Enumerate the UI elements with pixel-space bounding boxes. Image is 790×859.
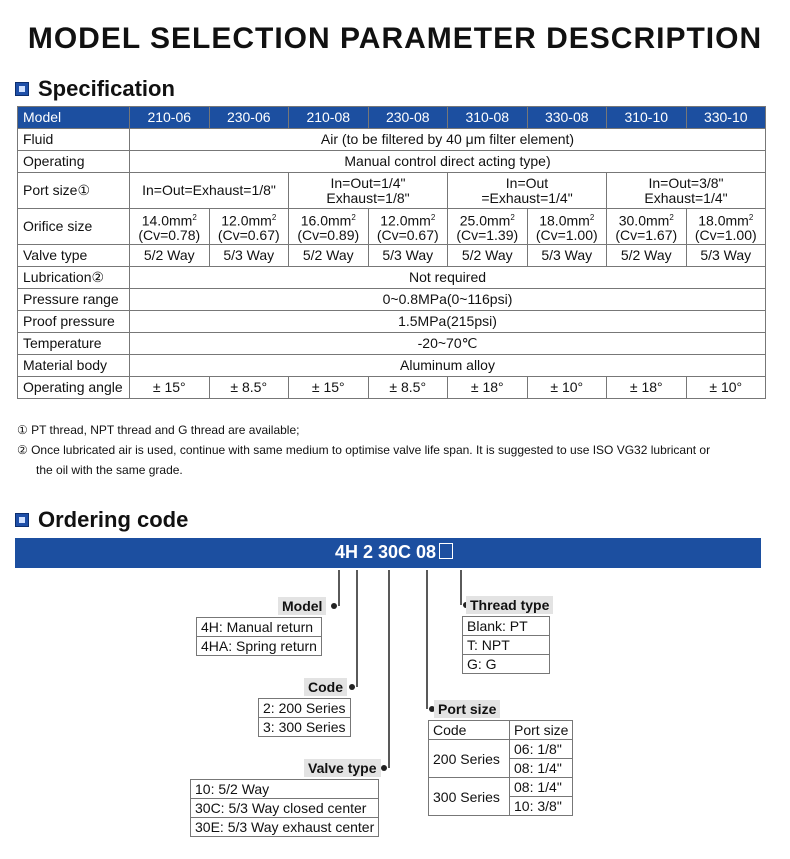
table-cell: In=Out=1/4" Exhaust=1/8" xyxy=(289,173,448,209)
code-group-title: Code xyxy=(304,678,347,696)
table-cell: 5/3 Way xyxy=(527,245,607,267)
header-cell: 330-10 xyxy=(686,107,766,129)
superscript: 2 xyxy=(510,212,515,222)
superscript: 2 xyxy=(271,212,277,222)
superscript: 2 xyxy=(589,212,595,222)
header-cell: Model xyxy=(18,107,130,129)
orifice-area: 14.0mm xyxy=(141,212,193,229)
table-cell: T: NPT xyxy=(463,636,550,655)
header-cell: 310-08 xyxy=(448,107,528,129)
table-cell: 30C: 5/3 Way closed center xyxy=(191,799,379,818)
superscript: 2 xyxy=(192,212,197,222)
table-cell: ± 18° xyxy=(607,377,687,399)
port-size-group-title: Port size xyxy=(434,700,500,718)
superscript: 2 xyxy=(351,212,356,222)
header-cell: 330-08 xyxy=(527,107,607,129)
row-label: Operating angle xyxy=(18,377,130,399)
table-cell: ± 15° xyxy=(289,377,369,399)
superscript: 2 xyxy=(430,212,436,222)
table-cell: 3: 300 Series xyxy=(259,718,351,737)
row-label: Fluid xyxy=(18,129,130,151)
table-cell: 5/2 Way xyxy=(607,245,687,267)
table-cell: 2: 200 Series xyxy=(259,699,351,718)
table-cell: ± 15° xyxy=(130,377,210,399)
orifice-cv: (Cv=0.78) xyxy=(138,227,201,244)
ordering-code-text: 4H 2 30C 08 xyxy=(335,542,437,562)
table-row xyxy=(197,618,322,637)
table-cell: 200 Series xyxy=(429,740,510,778)
orifice-cv: (Cv=1.00) xyxy=(694,227,757,244)
connector-dot xyxy=(381,765,387,771)
connector-dot xyxy=(349,684,355,690)
table-cell: -20~70℃ xyxy=(130,333,766,355)
header-cell: 230-08 xyxy=(368,107,448,129)
header-cell: 230-06 xyxy=(209,107,289,129)
orifice-cv: (Cv=1.39) xyxy=(456,227,519,244)
model-table xyxy=(196,617,322,656)
note: ② Once lubricated air is used, continue with same medium to optimise valve life span. It is suggested to use ISO VG32 lubricant or xyxy=(17,443,711,457)
row-label: Valve type xyxy=(18,245,130,267)
row-label: Pressure range xyxy=(18,289,130,311)
row-label: Port size① xyxy=(18,173,130,209)
table-cell: 0~0.8MPa(0~116psi) xyxy=(130,289,766,311)
orifice-area: 18.0mm xyxy=(698,212,749,229)
table-cell: 5/2 Way xyxy=(130,245,210,267)
orifice-area: 12.0mm xyxy=(380,212,431,229)
orifice-area: 16.0mm xyxy=(300,212,352,229)
header-cell: 310-10 xyxy=(607,107,687,129)
page-title: MODEL SELECTION PARAMETER DESCRIPTION xyxy=(27,22,763,55)
note: the oil with the same grade. xyxy=(36,463,183,477)
valve-type-group-title: Valve type xyxy=(304,759,381,777)
valve-type-table xyxy=(190,779,379,837)
code-table xyxy=(258,698,351,737)
ordering-heading-text: Ordering code xyxy=(38,507,189,532)
superscript: 2 xyxy=(748,212,754,222)
header-cell: 210-08 xyxy=(289,107,369,129)
table-row xyxy=(463,636,550,655)
table-cell: 5/3 Way xyxy=(686,245,766,267)
row-label: Material body xyxy=(18,355,130,377)
table-row xyxy=(429,778,573,797)
table-row xyxy=(463,655,550,674)
table-cell: 10: 5/2 Way xyxy=(191,780,379,799)
connector-dot xyxy=(331,603,337,609)
column-header: Port size xyxy=(510,721,573,740)
orifice-cv: (Cv=0.67) xyxy=(217,227,280,244)
note: ① PT thread, NPT thread and G thread are available; xyxy=(17,423,300,437)
table-cell: 30E: 5/3 Way exhaust center xyxy=(191,818,379,837)
table-cell: 4H: Manual return xyxy=(197,618,322,637)
row-label: Temperature xyxy=(18,333,130,355)
thread-type-group-title: Thread type xyxy=(466,596,553,614)
table-row xyxy=(259,718,351,737)
table-cell: 300 Series xyxy=(429,778,510,816)
orifice-cv: (Cv=1.67) xyxy=(615,227,678,244)
table-row xyxy=(463,617,550,636)
table-cell: 4HA: Spring return xyxy=(197,637,322,656)
orifice-area: 30.0mm xyxy=(618,212,670,229)
table-cell: In=Out=3/8" Exhaust=1/4" xyxy=(607,173,766,209)
table-cell: In=Out=Exhaust=1/8" xyxy=(130,173,289,209)
table-cell: In=Out =Exhaust=1/4" xyxy=(448,173,607,209)
orifice-area: 18.0mm xyxy=(539,212,590,229)
row-label: Operating xyxy=(18,151,130,173)
table-cell: ± 18° xyxy=(448,377,528,399)
orifice-cv: (Cv=0.89) xyxy=(297,227,360,244)
table-cell: Manual control direct acting type) xyxy=(130,151,766,173)
table-cell: ± 8.5° xyxy=(368,377,448,399)
table-cell: ± 10° xyxy=(686,377,766,399)
table-cell: 1.5MPa(215psi) xyxy=(130,311,766,333)
table-row xyxy=(429,740,573,759)
row-label: Orifice size xyxy=(18,209,130,245)
superscript: 2 xyxy=(669,212,674,222)
table-cell: Blank: PT xyxy=(463,617,550,636)
orifice-cv: (Cv=1.00) xyxy=(535,227,598,244)
column-header: Code xyxy=(429,721,510,740)
table-row xyxy=(191,818,379,837)
port-size-table xyxy=(428,720,573,816)
table-cell: 08: 1/4" xyxy=(510,778,573,797)
table-row xyxy=(197,637,322,656)
table-cell: 5/3 Way xyxy=(209,245,289,267)
table-row xyxy=(259,699,351,718)
header-cell: 210-06 xyxy=(130,107,210,129)
thread-type-table xyxy=(462,616,550,674)
table-row xyxy=(191,780,379,799)
row-label: Proof pressure xyxy=(18,311,130,333)
table-cell: 5/2 Way xyxy=(448,245,528,267)
table-cell: 5/2 Way xyxy=(289,245,369,267)
table-cell: 08: 1/4" xyxy=(510,759,573,778)
table-cell: Aluminum alloy xyxy=(130,355,766,377)
orifice-cv: (Cv=0.67) xyxy=(376,227,439,244)
table-cell: 06: 1/8" xyxy=(510,740,573,759)
orifice-area: 12.0mm xyxy=(221,212,272,229)
orifice-area: 25.0mm xyxy=(459,212,511,229)
specification-heading-text: Specification xyxy=(38,76,175,101)
table-cell: ± 10° xyxy=(527,377,607,399)
table-row xyxy=(429,721,573,740)
table-cell: 10: 3/8" xyxy=(510,797,573,816)
table-cell: Air (to be filtered by 40 μm filter element) xyxy=(130,129,766,151)
row-label: Lubrication② xyxy=(18,267,130,289)
table-cell: 5/3 Way xyxy=(368,245,448,267)
table-cell: G: G xyxy=(463,655,550,674)
table-cell: ± 8.5° xyxy=(209,377,289,399)
table-row xyxy=(191,799,379,818)
model-group-title: Model xyxy=(278,597,326,615)
table-cell: Not required xyxy=(130,267,766,289)
